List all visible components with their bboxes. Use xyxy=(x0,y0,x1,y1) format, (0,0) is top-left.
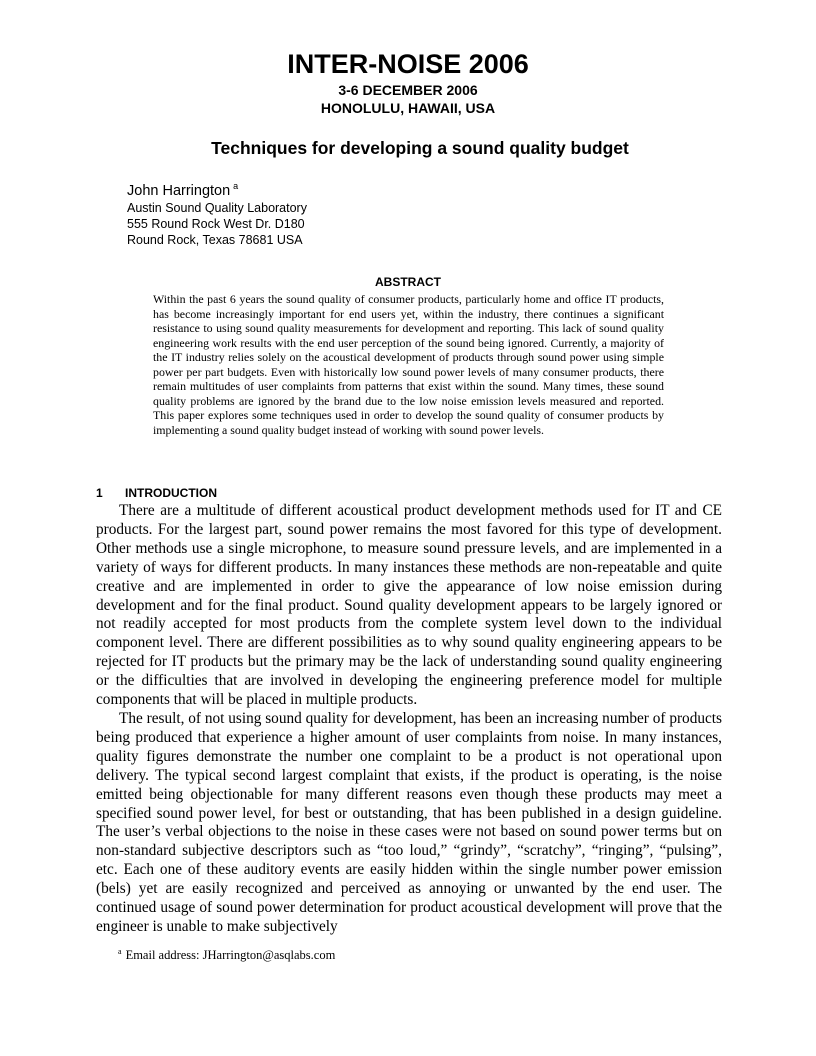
body-paragraph: There are a multitude of different acoustical product development methods used for IT and CE products. For the largest part, sound power remains the most favored for this type of development. Other methods use a single microphone, to measure sound pressure levels, and are implemented in a variety of ways for different products. In many instances these methods are non-repeatable and quite creative and are implemented in order to give the appearance of low noise emission during development and for the final product. Sound quality development appears to be largely ignored or not readily accepted for most products from the complete system level down to the individual component level. There are different possibilities as to why sound quality engineering appears to be rejected for IT products but the primary may be the lack of understanding sound quality engineering or the difficulties that are involved in developing the engineering preference model for multiple components that will be placed in multiple products. xyxy=(96,502,722,709)
affiliation-street: 555 Round Rock West Dr. D180 xyxy=(127,217,305,231)
section-title: INTRODUCTION xyxy=(125,486,217,500)
conference-location: HONOLULU, HAWAII, USA xyxy=(320,100,496,116)
affiliation-institution: Austin Sound Quality Laboratory xyxy=(127,201,307,215)
author-footnote-marker: a xyxy=(233,181,239,191)
author-name: John Harrington xyxy=(127,183,231,199)
author-block xyxy=(127,177,307,248)
affiliation-city: Round Rock, Texas 78681 USA xyxy=(127,233,303,247)
author-name-line xyxy=(127,177,307,200)
paper-title: Techniques for developing a sound quality budget xyxy=(211,138,629,158)
section-number: 1 xyxy=(96,486,103,500)
abstract-heading: ABSTRACT xyxy=(375,275,441,289)
footnote-text: Email address: JHarrington@asqlabs.com xyxy=(125,948,336,962)
body-paragraph: The result, of not using sound quality for development, has been an increasing number of products being produced that experience a higher amount of user complaints from noise. In many instances, quality figures demonstrate the number one complaint to be a product is not operational upon delivery. The typical second largest complaint that exists, if the product is operating, is the noise emitted being objectionable for many different reasons even though these products may meet a specified sound power level, for best or outstanding, that has been published in a design guideline. The user’s verbal objections to the noise in these cases were not based on sound power terms but on non-standard subjective descriptors such as “too loud,” “grindy”, “scratchy”, “ringing”, “pulsing”, etc. Each one of these auditory events are easily hidden within the single number power emission (bels) yet are easily recognized and perceived as annoying or unwanted by the end user. The continued usage of sound power determination for product acoustical development will prove that the engineer is unable to make subjectively xyxy=(96,709,722,935)
conference-title: INTER-NOISE 2006 xyxy=(287,49,529,79)
abstract-text: Within the past 6 years the sound quality of consumer products, particularly home and office IT products, has become increasingly important for end users yet, within the industry, there continues a significant resistance to using sound quality measurements for development and reporting. This lack of sound quality engineering work results with the end user perception of the sound being ignored. Currently, a majority of the IT industry relies solely on the acoustical development of products through sound power using simple power per part budgets. Even with historically low sound power levels of many consumer products, there remain multitudes of user complaints from patterns that exist within the sound. Many times, these sound quality problems are ignored by the brand due to the low noise emission levels measured and reported. This paper explores some techniques used in order to develop the sound quality of consumer products by implementing a sound quality budget instead of working with sound power levels. xyxy=(153,292,664,437)
footnote xyxy=(118,944,335,963)
section-heading xyxy=(96,486,217,501)
footnote-marker: a xyxy=(118,947,122,956)
section-body xyxy=(96,502,722,937)
conference-dates: 3-6 DECEMBER 2006 xyxy=(338,82,478,98)
